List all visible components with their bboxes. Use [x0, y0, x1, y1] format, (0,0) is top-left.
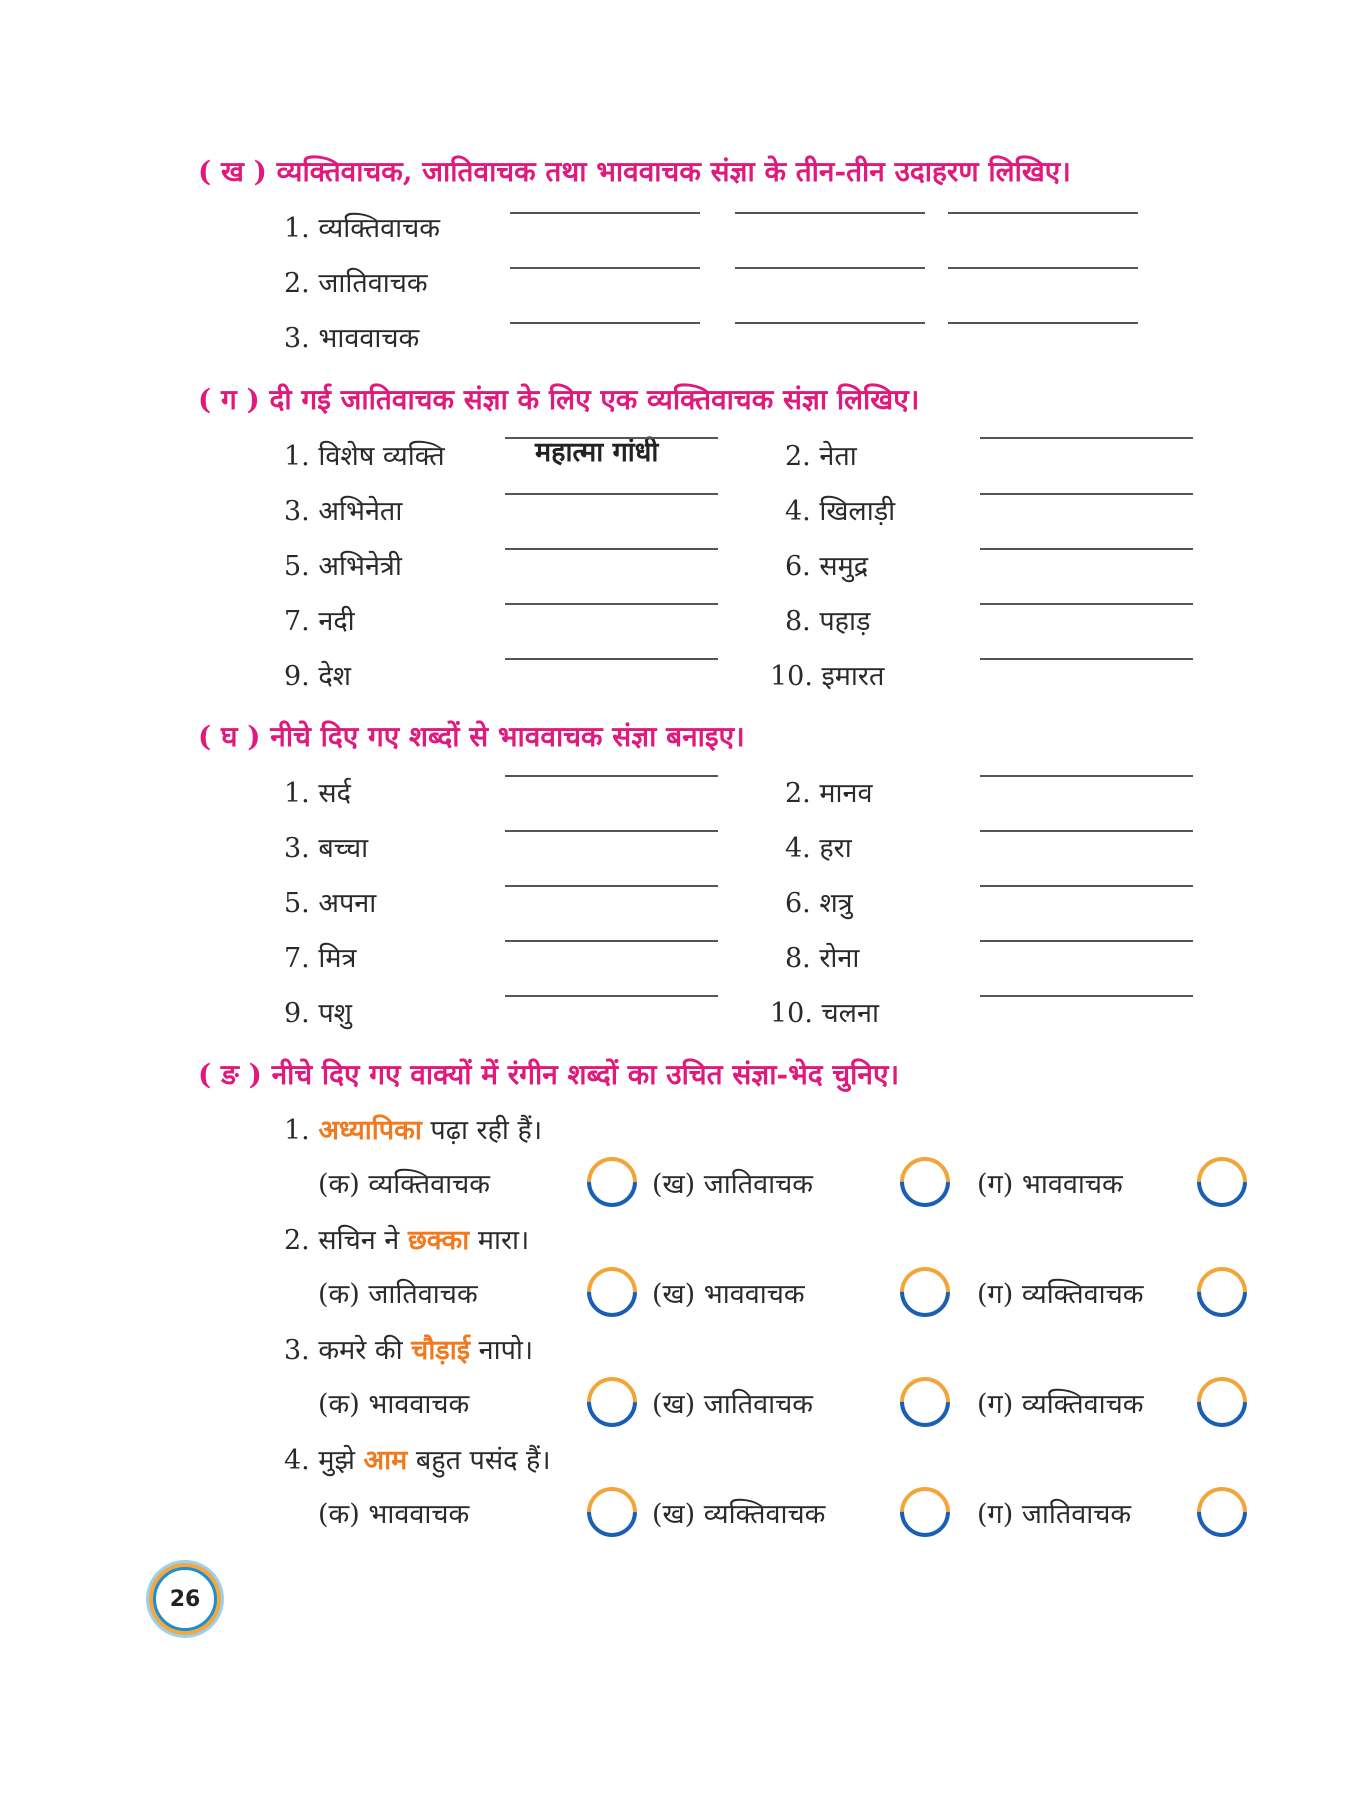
question-2: [284, 1220, 529, 1257]
highlighted-word: छक्का: [407, 1225, 470, 1256]
ga-item-label: 10. इमारत: [770, 661, 885, 692]
answer-line[interactable]: [505, 830, 718, 832]
option-label: (ग) व्यक्तिवाचक: [977, 1389, 1144, 1420]
option-radio[interactable]: [890, 1257, 961, 1328]
option-label: (ख) भाववाचक: [652, 1279, 805, 1310]
kha-item-label: 3. भाववाचक: [284, 323, 420, 354]
highlighted-word: चौड़ाई: [411, 1335, 471, 1366]
answer-line[interactable]: [980, 603, 1193, 605]
answer-line[interactable]: [980, 658, 1193, 660]
option-radio[interactable]: [1187, 1257, 1258, 1328]
option-radio[interactable]: [890, 1477, 961, 1548]
option-label: (ग) व्यक्तिवाचक: [977, 1279, 1144, 1310]
question-1: [284, 1110, 542, 1147]
answer-line[interactable]: [735, 267, 925, 269]
answer-line[interactable]: [980, 885, 1193, 887]
answer-line[interactable]: [980, 437, 1193, 439]
answer-line[interactable]: [510, 212, 700, 214]
ga-item-label: 4. खिलाड़ी: [785, 496, 896, 527]
question-text: पढ़ा रही हैं।: [421, 1115, 543, 1146]
answer-line[interactable]: [980, 995, 1193, 997]
ga-item-label: 7. नदी: [284, 606, 355, 637]
ga-item-label: 1. विशेष व्यक्ति: [284, 441, 445, 472]
answer-line[interactable]: [505, 885, 718, 887]
answer-line[interactable]: [505, 437, 718, 439]
option-label: (ख) जातिवाचक: [652, 1169, 814, 1200]
answer-line[interactable]: [510, 322, 700, 324]
gha-item-label: 6. शत्रु: [785, 888, 853, 919]
option-label: (ग) जातिवाचक: [977, 1499, 1132, 1530]
highlighted-word: आम: [363, 1445, 408, 1476]
option-label: (ख) जातिवाचक: [652, 1389, 814, 1420]
gha-item-label: 1. सर्द: [284, 778, 351, 809]
answer-line[interactable]: [510, 267, 700, 269]
option-radio[interactable]: [1187, 1367, 1258, 1438]
answer-line[interactable]: [505, 995, 718, 997]
question-text: नापो।: [470, 1335, 534, 1366]
question-3: [284, 1330, 533, 1367]
option-radio[interactable]: [1187, 1147, 1258, 1218]
gha-item-label: 3. बच्चा: [284, 833, 369, 864]
option-label: (क) व्यक्तिवाचक: [318, 1169, 491, 1200]
answer-line[interactable]: [505, 775, 718, 777]
question-text: 1.: [284, 1115, 319, 1146]
answer-line[interactable]: [980, 548, 1193, 550]
gha-item-label: 8. रोना: [785, 943, 860, 974]
section-gha-heading: ( घ ) नीचे दिए गए शब्दों से भाववाचक संज्ञा बनाइए।: [198, 720, 745, 753]
answer-line[interactable]: [948, 322, 1138, 324]
answer-line[interactable]: [735, 212, 925, 214]
highlighted-word: अध्यापिका: [318, 1115, 422, 1146]
answer-line[interactable]: [980, 493, 1193, 495]
gha-item-label: 7. मित्र: [284, 943, 357, 974]
answer-line[interactable]: [948, 212, 1138, 214]
answer-line[interactable]: [980, 940, 1193, 942]
option-radio[interactable]: [577, 1367, 648, 1438]
question-text: 3. कमरे की: [284, 1335, 412, 1366]
gha-item-label: 4. हरा: [785, 833, 852, 864]
option-label: (ग) भाववाचक: [977, 1169, 1123, 1200]
ga-item-label: 3. अभिनेता: [284, 496, 403, 527]
answer-line[interactable]: [505, 493, 718, 495]
question-text: 2. सचिन ने: [284, 1225, 408, 1256]
section-kha-heading: ( ख ) व्यक्तिवाचक, जातिवाचक तथा भाववाचक संज्ञा के तीन-तीन उदाहरण लिखिए।: [198, 155, 1071, 188]
example-answer: महात्मा गांधी: [535, 437, 659, 468]
page-number: 26: [153, 1567, 217, 1631]
ga-item-label: 9. देश: [284, 661, 352, 692]
option-label: (क) भाववाचक: [318, 1499, 470, 1530]
answer-line[interactable]: [505, 658, 718, 660]
option-label: (ख) व्यक्तिवाचक: [652, 1499, 826, 1530]
kha-item-label: 2. जातिवाचक: [284, 268, 428, 299]
option-radio[interactable]: [890, 1147, 961, 1218]
option-radio[interactable]: [1187, 1477, 1258, 1548]
section-nga-heading: ( ङ ) नीचे दिए गए वाक्यों में रंगीन शब्दों का उचित संज्ञा-भेद चुनिए।: [198, 1058, 900, 1091]
option-radio[interactable]: [577, 1477, 648, 1548]
gha-item-label: 10. चलना: [770, 998, 879, 1029]
gha-item-label: 5. अपना: [284, 888, 377, 919]
option-label: (क) जातिवाचक: [318, 1279, 478, 1310]
kha-item-label: 1. व्यक्तिवाचक: [284, 213, 440, 244]
answer-line[interactable]: [505, 548, 718, 550]
answer-line[interactable]: [980, 775, 1193, 777]
question-text: बहुत पसंद हैं।: [407, 1445, 551, 1476]
answer-line[interactable]: [980, 830, 1193, 832]
answer-line[interactable]: [505, 603, 718, 605]
answer-line[interactable]: [505, 940, 718, 942]
gha-item-label: 2. मानव: [785, 778, 873, 809]
question-text: 4. मुझे: [284, 1445, 364, 1476]
option-radio[interactable]: [890, 1367, 961, 1438]
option-radio[interactable]: [577, 1147, 648, 1218]
question-text: मारा।: [469, 1225, 530, 1256]
ga-item-label: 6. समुद्र: [785, 551, 869, 582]
section-ga-heading: ( ग ) दी गई जातिवाचक संज्ञा के लिए एक व्यक्तिवाचक संज्ञा लिखिए।: [198, 383, 920, 416]
ga-item-label: 5. अभिनेत्री: [284, 551, 402, 582]
answer-line[interactable]: [948, 267, 1138, 269]
option-radio[interactable]: [577, 1257, 648, 1328]
ga-item-label: 2. नेता: [785, 441, 857, 472]
answer-line[interactable]: [735, 322, 925, 324]
gha-item-label: 9. पशु: [284, 998, 353, 1029]
ga-item-label: 8. पहाड़: [785, 606, 871, 637]
question-4: [284, 1440, 551, 1477]
option-label: (क) भाववाचक: [318, 1389, 470, 1420]
